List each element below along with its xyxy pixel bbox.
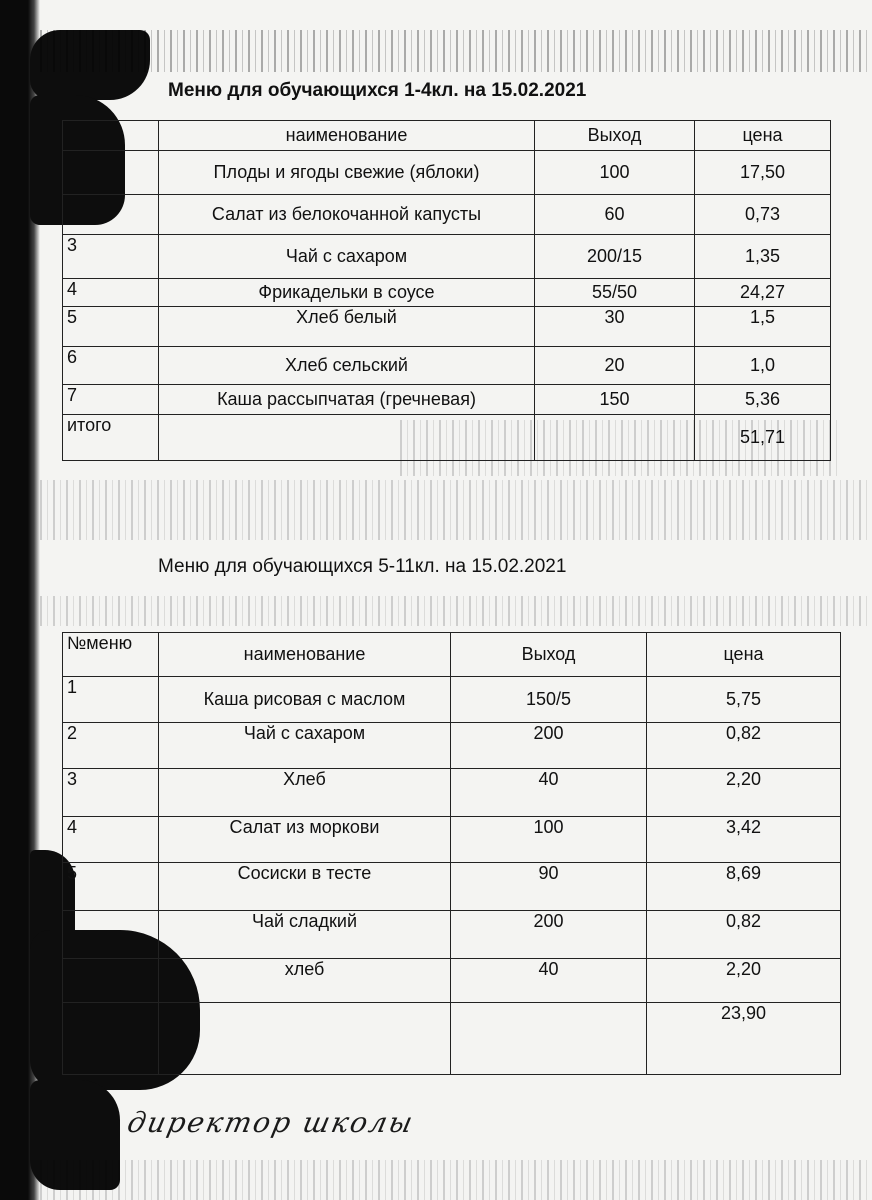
row-output: 20 [535,347,695,385]
signature-text: директор школы [124,1106,418,1139]
row-name: Салат из белокочанной капусты [159,195,535,235]
row-name: Сосиски в тесте [159,863,451,911]
row-output: 40 [451,959,647,1003]
table-row [63,723,841,769]
row-price: 0,82 [647,911,841,959]
row-name: Чай сладкий [159,911,451,959]
row-num: 3 [63,769,159,817]
menu-1-title: Меню для обучающихся 1-4кл. на 15.02.2021 [168,80,587,101]
row-num: 1 [63,677,159,723]
row-price: 3,42 [647,817,841,863]
row-price: 2,20 [647,769,841,817]
table-row [63,385,831,415]
total-label [63,1003,159,1075]
header-price: цена [647,633,841,677]
row-output: 150 [535,385,695,415]
row-price: 2,20 [647,959,841,1003]
table-header-row [63,633,841,677]
total-price: 51,71 [695,415,831,461]
total-name-empty [159,415,535,461]
header-name: наименование [159,121,535,151]
header-price: цена [695,121,831,151]
row-price: 1,5 [695,307,831,347]
row-output: 200/15 [535,235,695,279]
scan-noise [40,480,870,540]
row-output: 55/50 [535,279,695,307]
table-row [63,235,831,279]
table-row [63,817,841,863]
row-price: 17,50 [695,151,831,195]
total-output-empty [535,415,695,461]
table-row [63,769,841,817]
row-num: 6 [63,347,159,385]
scan-noise [40,30,870,72]
row-name: Салат из моркови [159,817,451,863]
scan-noise [40,596,870,626]
menu-1-table [62,120,831,461]
row-output: 200 [451,723,647,769]
row-num [63,911,159,959]
row-num: 5 [63,307,159,347]
row-name: Чай с сахаром [159,723,451,769]
header-name: наименование [159,633,451,677]
row-output: 90 [451,863,647,911]
table-row [63,347,831,385]
total-name-empty [159,1003,451,1075]
table-row [63,911,841,959]
row-output: 150/5 [451,677,647,723]
row-name: хлеб [159,959,451,1003]
row-name: Каша рассыпчатая (гречневая) [159,385,535,415]
header-num [63,121,159,151]
row-num: 2 [63,723,159,769]
row-output: 40 [451,769,647,817]
row-output: 100 [535,151,695,195]
header-output: Выход [451,633,647,677]
table-total-row [63,1003,841,1075]
table-row [63,959,841,1003]
row-price: 1,35 [695,235,831,279]
row-price: 8,69 [647,863,841,911]
scan-noise [40,1160,870,1200]
row-name: Фрикадельки в соусе [159,279,535,307]
menu-2-title: Меню для обучающихся 5-11кл. на 15.02.2021 [158,556,567,577]
row-num [63,151,159,195]
row-name: Хлеб [159,769,451,817]
row-price: 0,82 [647,723,841,769]
total-output-empty [451,1003,647,1075]
row-num [63,959,159,1003]
row-output: 60 [535,195,695,235]
header-num: №меню [63,633,159,677]
row-price: 1,0 [695,347,831,385]
header-output: Выход [535,121,695,151]
row-num: 4 [63,279,159,307]
menu-2-table [62,632,841,1075]
row-output: 100 [451,817,647,863]
row-name: Хлеб сельский [159,347,535,385]
table-row [63,307,831,347]
table-total-row [63,415,831,461]
row-output: 30 [535,307,695,347]
row-price: 24,27 [695,279,831,307]
row-name: Каша рисовая с маслом [159,677,451,723]
row-num: 3 [63,235,159,279]
table-row [63,279,831,307]
total-label: итого [63,415,159,461]
row-name: Чай с сахаром [159,235,535,279]
table-header-row [63,121,831,151]
row-num [63,195,159,235]
total-price: 23,90 [647,1003,841,1075]
row-output: 200 [451,911,647,959]
row-num: 4 [63,817,159,863]
table-row [63,863,841,911]
table-row [63,677,841,723]
signature [124,1100,868,1150]
row-price: 5,75 [647,677,841,723]
table-row [63,151,831,195]
row-num: 7 [63,385,159,415]
row-price: 5,36 [695,385,831,415]
row-name: Плоды и ягоды свежие (яблоки) [159,151,535,195]
table-row [63,195,831,235]
row-price: 0,73 [695,195,831,235]
row-num: 5 [63,863,159,911]
row-name: Хлеб белый [159,307,535,347]
